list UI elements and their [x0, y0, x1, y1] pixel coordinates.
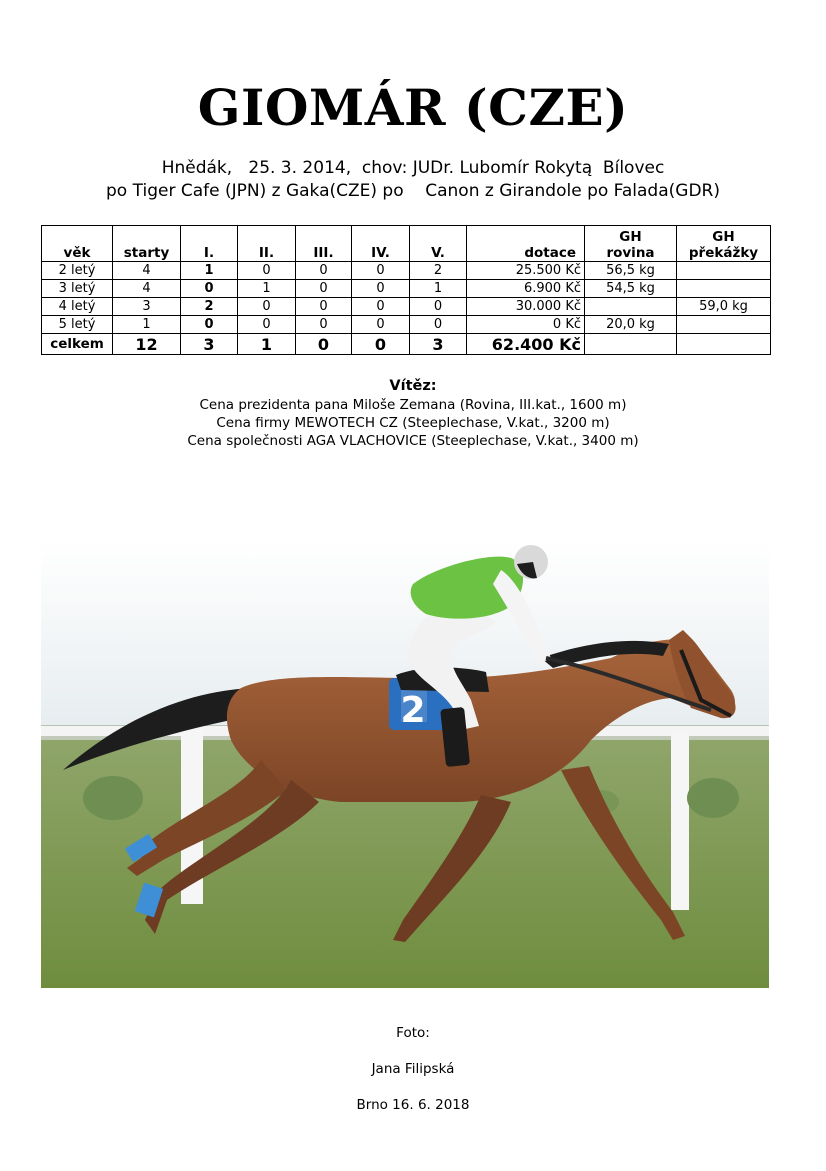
cell-prize: 0 Kč	[467, 316, 585, 334]
table-row	[42, 262, 771, 280]
col-header-gh-flat	[585, 226, 677, 262]
gh-flat-line-1: GH	[619, 229, 642, 245]
gh-flat-line-2: rovina	[606, 245, 655, 261]
cell-gh-flat: 54,5 kg	[585, 280, 677, 298]
col-header-age: věk	[42, 226, 113, 262]
page-title: GIOMÁR (CZE)	[197, 78, 629, 137]
cell-prize: 25.500 Kč	[467, 262, 585, 280]
rail-post	[671, 732, 689, 910]
cell-third: 0	[296, 298, 352, 316]
winner-race-1: Cena prezidenta pana Miloše Zemana (Rovina, III.kat., 1600 m)	[199, 397, 627, 413]
cell-total-third: 0	[296, 334, 352, 355]
cell-age: 4 letý	[42, 298, 113, 316]
cell-fourth: 0	[352, 316, 410, 334]
winners-heading: Vítěz:	[389, 378, 437, 394]
cell-total-fourth: 0	[352, 334, 410, 355]
cell-prize: 6.900 Kč	[467, 280, 585, 298]
cell-total-gh-flat	[585, 334, 677, 355]
bush	[687, 778, 739, 818]
horse-pedigree-line-1: Hnědák, 25. 3. 2014, chov: JUDr. Lubomír Rokytą Bílovec	[161, 158, 665, 178]
cell-total-starts: 12	[113, 334, 181, 355]
place-and-date: Brno 16. 6. 2018	[356, 1097, 470, 1113]
winner-race-3: Cena společnosti AGA VLACHOVICE (Steeplechase, V.kat., 3400 m)	[187, 433, 639, 449]
saddle-number: 2	[400, 690, 426, 731]
cell-gh-flat: 56,5 kg	[585, 262, 677, 280]
table-row	[42, 280, 771, 298]
cell-fourth: 0	[352, 280, 410, 298]
cell-fifth: 0	[410, 316, 467, 334]
cell-gh-jump	[677, 262, 771, 280]
cell-first: 0	[181, 316, 238, 334]
cell-total-first: 3	[181, 334, 238, 355]
cell-fifth: 1	[410, 280, 467, 298]
cell-second: 1	[238, 280, 296, 298]
cell-third: 0	[296, 280, 352, 298]
cell-total-fifth: 3	[410, 334, 467, 355]
cell-gh-flat: 20,0 kg	[585, 316, 677, 334]
cell-age: 5 letý	[42, 316, 113, 334]
race-statistics-table	[41, 225, 771, 355]
cell-second: 0	[238, 316, 296, 334]
col-header-fourth: IV.	[352, 226, 410, 262]
col-header-prize: dotace	[467, 226, 585, 262]
cell-starts: 4	[113, 262, 181, 280]
cell-age: 3 letý	[42, 280, 113, 298]
col-header-first: I.	[181, 226, 238, 262]
cell-fourth: 0	[352, 262, 410, 280]
cell-first: 1	[181, 262, 238, 280]
cell-fourth: 0	[352, 298, 410, 316]
cell-total-gh-jump	[677, 334, 771, 355]
gh-jump-line-1: GH	[712, 229, 735, 245]
col-header-fifth: V.	[410, 226, 467, 262]
cell-second: 0	[238, 262, 296, 280]
photographer-name: Jana Filipská	[371, 1061, 455, 1077]
bush	[83, 776, 143, 820]
winner-race-2: Cena firmy MEWOTECH CZ (Steeplechase, V.kat., 3200 m)	[216, 415, 610, 431]
winners-section	[0, 377, 826, 450]
cell-prize: 30.000 Kč	[467, 298, 585, 316]
cell-starts: 1	[113, 316, 181, 334]
horse-pedigree-line-2: po Tiger Cafe (JPN) z Gaka(CZE) po Canon z Girandole po Falada(GDR)	[106, 181, 720, 201]
col-header-second: II.	[238, 226, 296, 262]
cell-gh-jump	[677, 280, 771, 298]
cell-first: 2	[181, 298, 238, 316]
table-row	[42, 298, 771, 316]
cell-age: 2 letý	[42, 262, 113, 280]
col-header-gh-jump	[677, 226, 771, 262]
cell-total-label: celkem	[42, 334, 113, 355]
cell-fifth: 0	[410, 298, 467, 316]
cell-gh-jump: 59,0 kg	[677, 298, 771, 316]
table-total-row	[42, 334, 771, 355]
cell-total-prize: 62.400 Kč	[467, 334, 585, 355]
col-header-third: III.	[296, 226, 352, 262]
table-header-row	[42, 226, 771, 262]
cell-starts: 3	[113, 298, 181, 316]
cell-starts: 4	[113, 280, 181, 298]
col-header-starts: starty	[113, 226, 181, 262]
photo-credit-label: Foto:	[396, 1025, 430, 1041]
cell-gh-jump	[677, 316, 771, 334]
gh-jump-line-2: překážky	[688, 245, 759, 261]
cell-total-second: 1	[238, 334, 296, 355]
cell-fifth: 2	[410, 262, 467, 280]
cell-third: 0	[296, 316, 352, 334]
table-row	[42, 316, 771, 334]
cell-third: 0	[296, 262, 352, 280]
cell-gh-flat	[585, 298, 677, 316]
racehorse-photo	[41, 540, 769, 988]
cell-second: 0	[238, 298, 296, 316]
cell-first: 0	[181, 280, 238, 298]
